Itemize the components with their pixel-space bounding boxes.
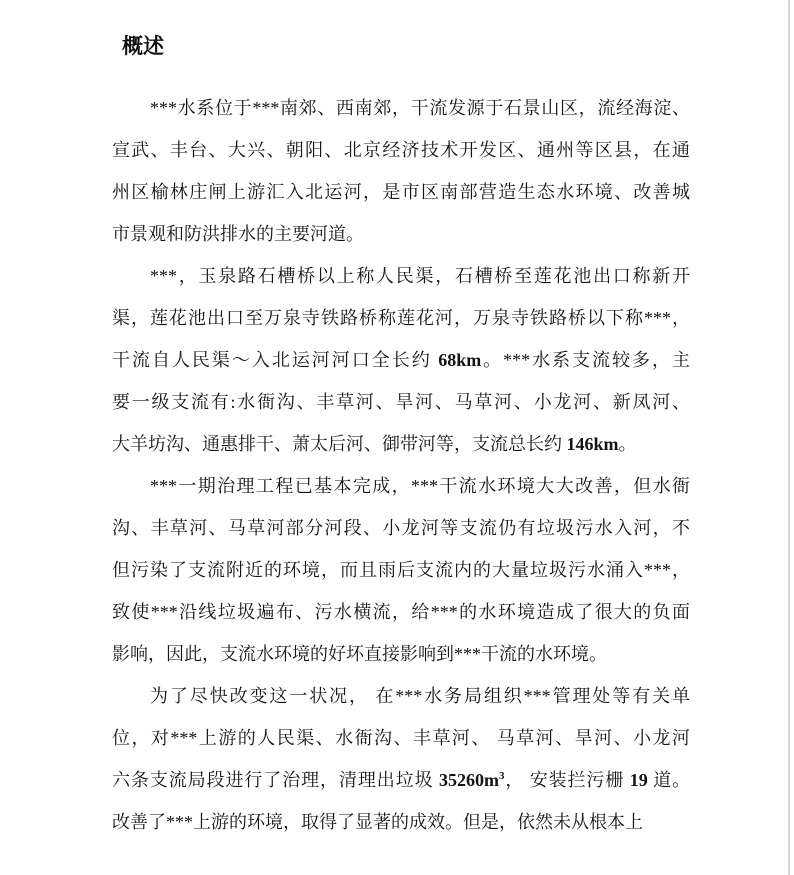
text-segment: 146km: [566, 434, 619, 454]
paragraph: [112, 675, 690, 843]
text-line: [112, 423, 690, 465]
superscript-text: 3: [498, 770, 505, 782]
text-line: [112, 213, 690, 255]
text-line: [112, 549, 690, 591]
text-segment: 致使***沿线垃圾遍布、污水横流，给***的水环境造成了很大的负面: [112, 602, 690, 622]
text-segment: 市景观和防洪排水的主要河道。: [112, 224, 364, 244]
paragraph: [112, 465, 690, 675]
paragraph: [112, 255, 690, 465]
text-line: [112, 129, 690, 171]
text-segment: 但污染了支流附近的环境，而且雨后支流内的大量垃圾污水涌入***，: [112, 560, 690, 580]
text-segment: 位，对***上游的人民渠、水衙沟、丰草河、 马草河、旱河、小龙河: [112, 728, 690, 748]
text-line: [112, 591, 690, 633]
text-segment: 大羊坊沟、通惠排干、萧太后河、御带河等，支流总长约: [112, 434, 567, 454]
text-segment: 35260m: [438, 770, 499, 790]
text-line: [112, 381, 690, 423]
text-segment: 渠，莲花池出口至万泉寺铁路桥称莲花河，万泉寺铁路桥以下称***，: [112, 308, 690, 328]
text-segment: 68km: [438, 350, 482, 370]
text-segment: 沟、丰草河、马草河部分河段、小龙河等支流仍有垃圾污水入河，不: [112, 518, 690, 538]
text-line: [112, 801, 690, 843]
document-body: [112, 87, 690, 843]
text-line: [112, 339, 690, 381]
text-segment: 。***水系支流较多，主: [481, 350, 691, 370]
page-right-edge: [788, 0, 790, 875]
text-segment: ***，玉泉路石槽桥以上称人民渠，石槽桥至莲花池出口称新开: [150, 266, 690, 286]
text-line: [112, 759, 690, 801]
text-segment: ， 安装拦污栅: [504, 770, 630, 790]
text-segment: ***水系位于***南郊、西南郊，干流发源于石景山区，流经海淀、: [150, 98, 690, 118]
text-line: [112, 507, 690, 549]
text-segment: 宣武、丰台、大兴、朝阳、北京经济技术开发区、通州等区县，在通: [112, 140, 690, 160]
text-line: [112, 675, 690, 717]
text-segment: 。: [618, 434, 637, 454]
text-segment: 道。: [647, 770, 691, 790]
text-segment: 六条支流局段进行了治理，清理出垃圾: [112, 770, 439, 790]
text-line: [112, 87, 690, 129]
text-segment: 19: [629, 770, 648, 790]
text-segment: ***一期治理工程已基本完成，***干流水环境大大改善，但水衙: [150, 476, 690, 496]
text-segment: 影响，因此，支流水环境的好坏直接影响到***干流的水环境。: [112, 644, 607, 664]
text-segment: 为了尽快改变这一状况， 在***水务局组织***管理处等有关单: [150, 686, 690, 706]
paragraph: [112, 87, 690, 255]
text-segment: 州区榆林庄闸上游汇入北运河，是市区南部营造生态水环境、改善城: [112, 182, 690, 202]
text-segment: 改善了***上游的环境，取得了显著的成效。但是，依然未从根本上: [112, 812, 643, 832]
text-segment: 干流自人民渠～入北运河河口全长约: [112, 350, 439, 370]
text-line: [112, 717, 690, 759]
text-line: [112, 297, 690, 339]
text-line: [112, 633, 690, 675]
text-line: [112, 255, 690, 297]
text-line: [112, 171, 690, 213]
text-segment: 要一级支流有:水衙沟、丰草河、旱河、马草河、小龙河、新凤河、: [112, 392, 690, 412]
text-line: [112, 465, 690, 507]
document-heading: 概述: [122, 34, 164, 58]
